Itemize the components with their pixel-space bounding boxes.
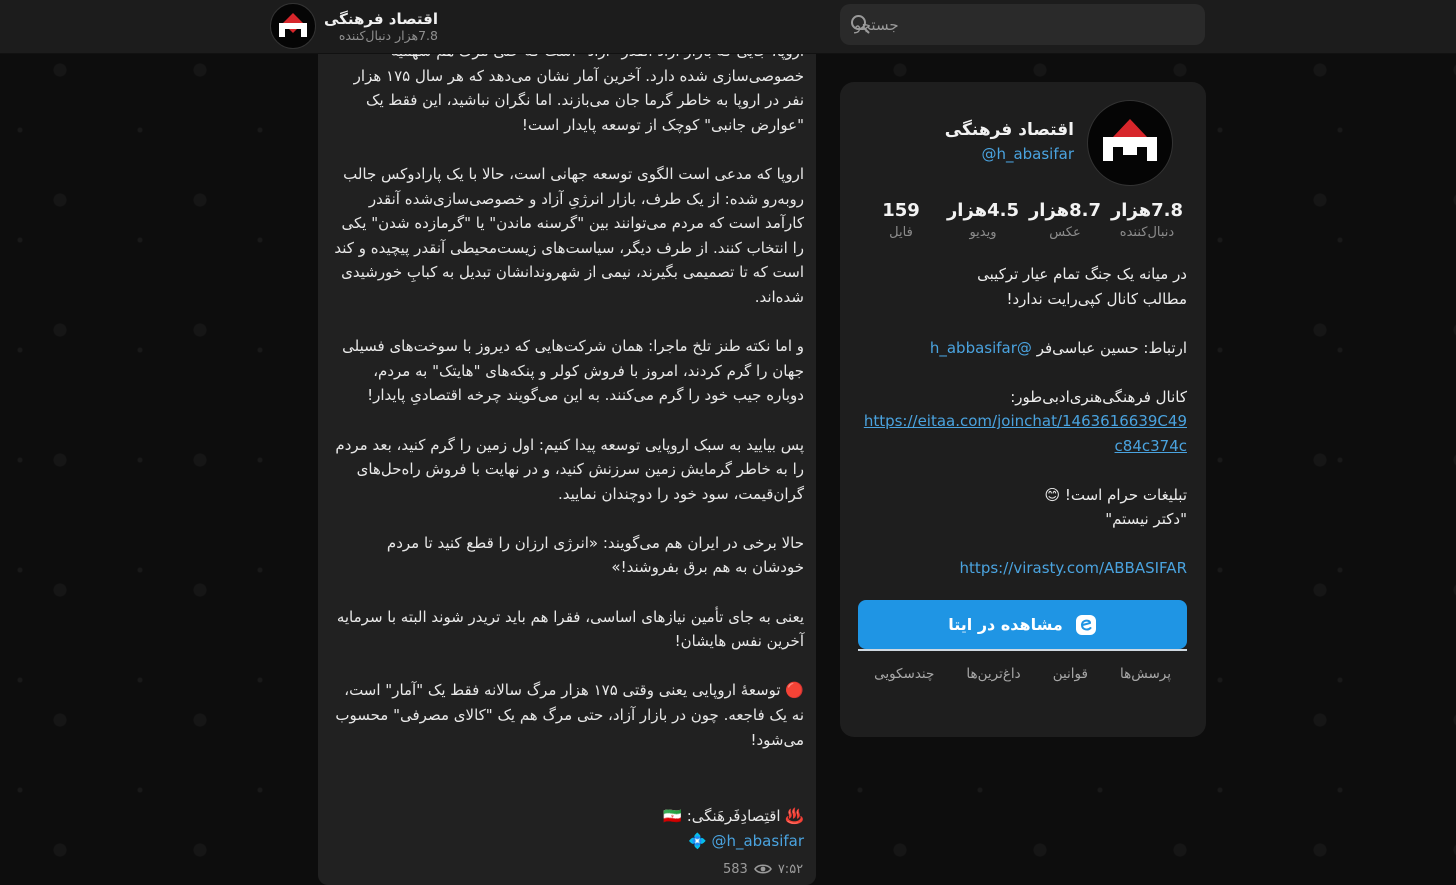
link-faq[interactable]: پرسش‌ها (1120, 666, 1171, 682)
stat-files[interactable]: 159 فایل (882, 200, 920, 240)
link-trending[interactable]: داغ‌ترین‌ها (966, 666, 1021, 682)
channel-avatar[interactable] (270, 3, 316, 49)
message-text (332, 39, 804, 777)
channel-info-panel (840, 82, 1206, 737)
message-paragraph: خصوصی‌سازی شده دارد. آخرین آمار نشان می‌دهد که هر سال ۱۷۵ هزار نفر در اروپا به خاطر گرما جان می‌بازند. اما نگران نباشید، این فقط یک "عوارض جانبی" کوچک از توسعه پایدار است! (353, 66, 804, 134)
ads-line: تبلیغات حرام است! 😊 (1044, 485, 1187, 504)
profile-name: اقتصاد فرهنگی (944, 120, 1074, 140)
search-input[interactable] (840, 4, 1205, 45)
message-paragraph: حالا برخی در ایران هم می‌گویند: «انرژی ارزان را قطع کنید تا مردم خودشان به هم برق بفروشند!» (386, 533, 804, 577)
channel-subscribers: 7.8هزار دنبال‌کننده (338, 27, 438, 43)
ads-line: "دکتر نیستم" (1105, 510, 1187, 528)
top-bar (0, 0, 1456, 54)
message-bubble[interactable] (318, 53, 816, 885)
virasty-link[interactable]: https://virasty.com/ABBASIFAR (959, 559, 1187, 577)
message-paragraph: و اما نکته طنز تلخ ماجرا: همان شرکت‌هایی که دیروز با سوخت‌های فسیلی جهان را گرم کردند، امروز با فروش کولر و پنکه‌های "هایتک" به مردم، دوباره جیب خود را گرم می‌کنند. به این می‌گویند چرخه اقتصادیِ پایدار! (342, 337, 804, 405)
contact-label: ارتباط: حسین عباسی‌فر (1036, 338, 1187, 357)
channel-header[interactable] (270, 3, 570, 49)
search-box (840, 4, 1205, 45)
view-in-eitaa-button[interactable] (858, 600, 1187, 649)
link-rules[interactable]: قوانین (1052, 666, 1088, 682)
culture-channel-label: کانال فرهنگی‌هنری‌ادبی‌طور: (1010, 387, 1187, 406)
stat-followers: 7.8هزار دنبال‌کننده (1110, 200, 1184, 240)
cta-label: مشاهده در ایتا (948, 615, 1063, 634)
profile-stats (860, 200, 1188, 240)
eitaa-logo-icon (1075, 614, 1097, 636)
profile-footer-links (858, 666, 1187, 682)
signature-handle-link[interactable]: 💠 @h_abasifar (688, 832, 804, 850)
contact-handle-link[interactable]: @h_abbasifar (929, 338, 1032, 357)
profile-description (858, 262, 1187, 605)
message-paragraph: 🔴 توسعهٔ اروپایی یعنی وقتی ۱۷۵ هزار مرگ سالانه فقط یک "آمار" است، نه یک فاجعه. چون در بازار آزاد، حتی مرگ هم یک "کالای مصرفی" محسوب می‌شود! (335, 681, 804, 749)
bio-line: در میانه یک جنگ تمام عیار ترکیبی (977, 265, 1187, 283)
channel-title: اقتصاد فرهنگی (324, 9, 438, 28)
stat-videos[interactable]: 4.5هزار ویدیو (946, 200, 1020, 240)
message-paragraph: پس بیایید به سبک اروپایی توسعه پیدا کنیم: اول زمین را گرم کنید، بعد مردم را به خاطر گرمایش زمین سرزنش کنید، و در نهایت با فروش راه‌حل‌های گران‌قیمت، سود خود را دوچندان نمایید. (335, 435, 804, 503)
stat-photos[interactable]: 8.7هزار عکس (1028, 200, 1102, 240)
profile-avatar[interactable] (1087, 100, 1173, 186)
bio-line: مطالب کانال کپی‌رایت ندارد! (1006, 289, 1187, 308)
profile-handle-link[interactable]: @h_abasifar (981, 145, 1074, 163)
link-multiplatform[interactable]: چندسکویی (874, 666, 935, 682)
message-views: 583 (723, 861, 748, 877)
message-time: ۷:۵۲ (777, 861, 804, 877)
signature-line: ♨️ اقتِصادِفَرهَنگی: 🇮🇷 (663, 807, 804, 825)
culture-channel-link[interactable]: https://eitaa.com/joinchat/1463616639C49c84c374c (863, 412, 1187, 455)
cta-underline (858, 649, 1187, 651)
search-icon[interactable] (850, 14, 870, 34)
message-paragraph: یعنی به جای تأمین نیازهای اساسی، فقرا هم باید تریدر شوند البته با سرمایه آخرین نفس هایشان! (336, 607, 804, 651)
message-paragraph: اروپا که مدعی است الگوی توسعه جهانی است، حالا با یک پارادوکس جالب روبه‌رو شده: از یک طرف، بازار انرژیِ آزاد و خصوصی‌سازی‌شده آنقدر کارآمد است که مردم می‌توانند بین "گرسنه ماندن" یا "گرمازده شدن" یکی را انتخاب کنند. از طرف دیگر، سیاست‌های زیست‌محیطی آنقدر پیچیده و کند است که تا تصمیمی بگیرند، نیمی از شهروندانشان تبدیل به کبابِ خورشیدی شده‌اند. (334, 164, 804, 306)
